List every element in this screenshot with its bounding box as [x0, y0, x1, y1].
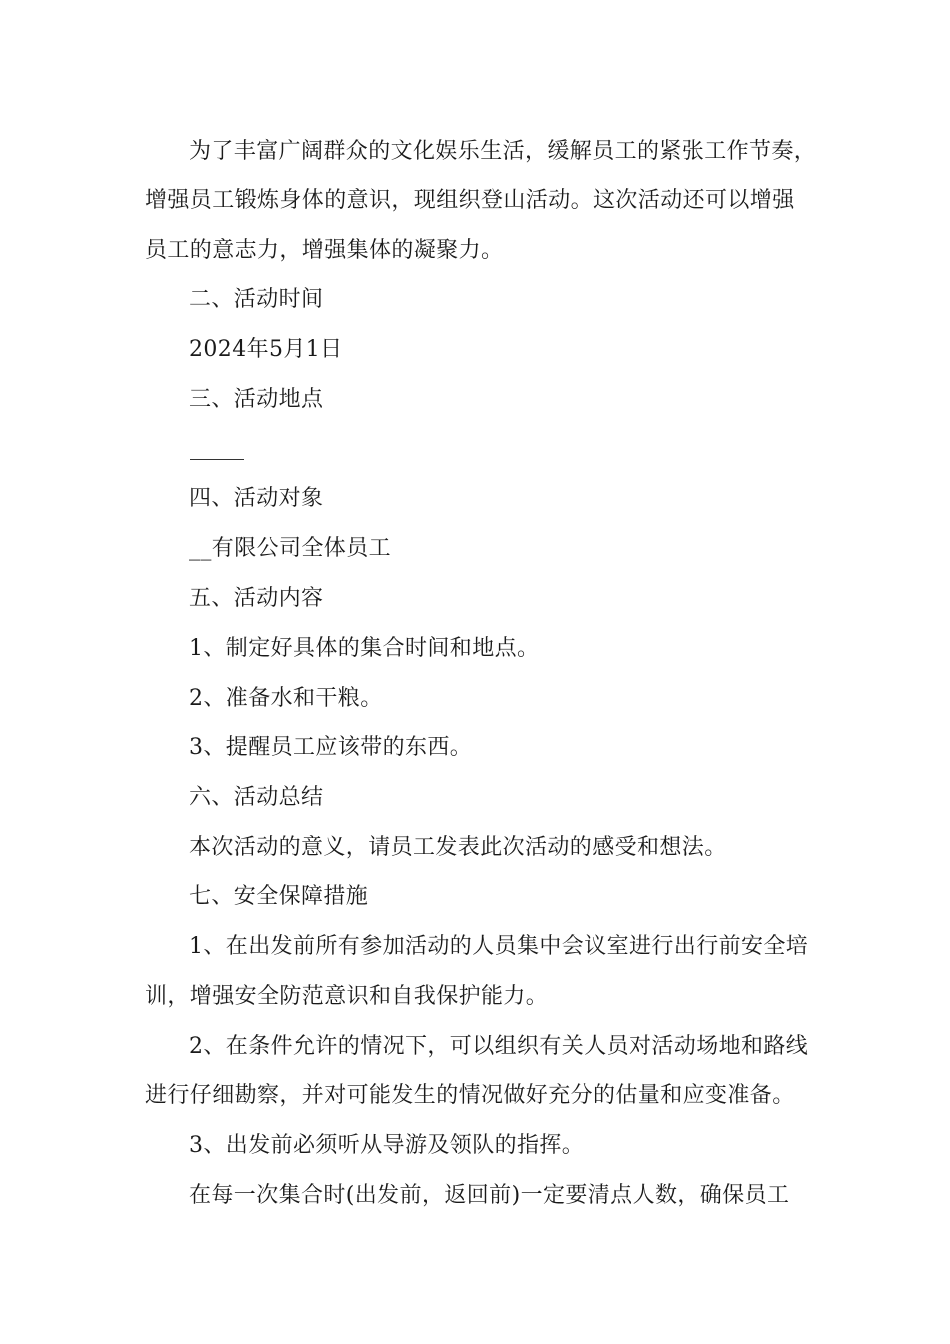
- summary-text: 本次活动的意义，请员工发表此次活动的感受和想法。: [189, 835, 727, 860]
- intro-paragraph-line-2: 增强员工锻炼身体的意识，现组织登山活动。这次活动还可以增强: [145, 188, 795, 213]
- safety-item-1-line-1: 1、在出发前所有参加活动的人员集中会议室进行出行前安全培: [189, 934, 809, 959]
- section-heading-participants: 四、活动对象: [189, 486, 324, 511]
- content-item-1: 1、制定好具体的集合时间和地点。: [189, 636, 540, 661]
- participants-text: __有限公司全体员工: [189, 536, 392, 561]
- activity-date: 2024年5月1日: [189, 337, 343, 362]
- section-heading-location: 三、活动地点: [189, 387, 324, 412]
- content-item-2: 2、准备水和干粮。: [189, 686, 383, 711]
- safety-item-2-line-1: 2、在条件允许的情况下，可以组织有关人员对活动场地和路线: [189, 1034, 809, 1059]
- section-heading-content: 五、活动内容: [189, 586, 324, 611]
- safety-item-1-line-2: 训，增强安全防范意识和自我保护能力。: [145, 984, 549, 1009]
- location-blank-line: [190, 459, 244, 460]
- intro-paragraph-line-1: 为了丰富广阔群众的文化娱乐生活，缓解员工的紧张工作节奏，: [189, 139, 817, 164]
- section-heading-summary: 六、活动总结: [189, 785, 324, 810]
- section-heading-safety: 七、安全保障措施: [189, 884, 369, 909]
- intro-paragraph-line-3: 员工的意志力，增强集体的凝聚力。: [145, 238, 504, 263]
- safety-item-3: 3、出发前必须听从导游及领队的指挥。: [189, 1133, 585, 1158]
- content-item-3: 3、提醒员工应该带的东西。: [189, 735, 473, 760]
- section-heading-time: 二、活动时间: [189, 287, 324, 312]
- safety-item-2-line-2: 进行仔细勘察，并对可能发生的情况做好充分的估量和应变准备。: [145, 1083, 795, 1108]
- safety-note-line-1: 在每一次集合时(出发前，返回前)一定要清点人数，确保员工: [189, 1183, 790, 1208]
